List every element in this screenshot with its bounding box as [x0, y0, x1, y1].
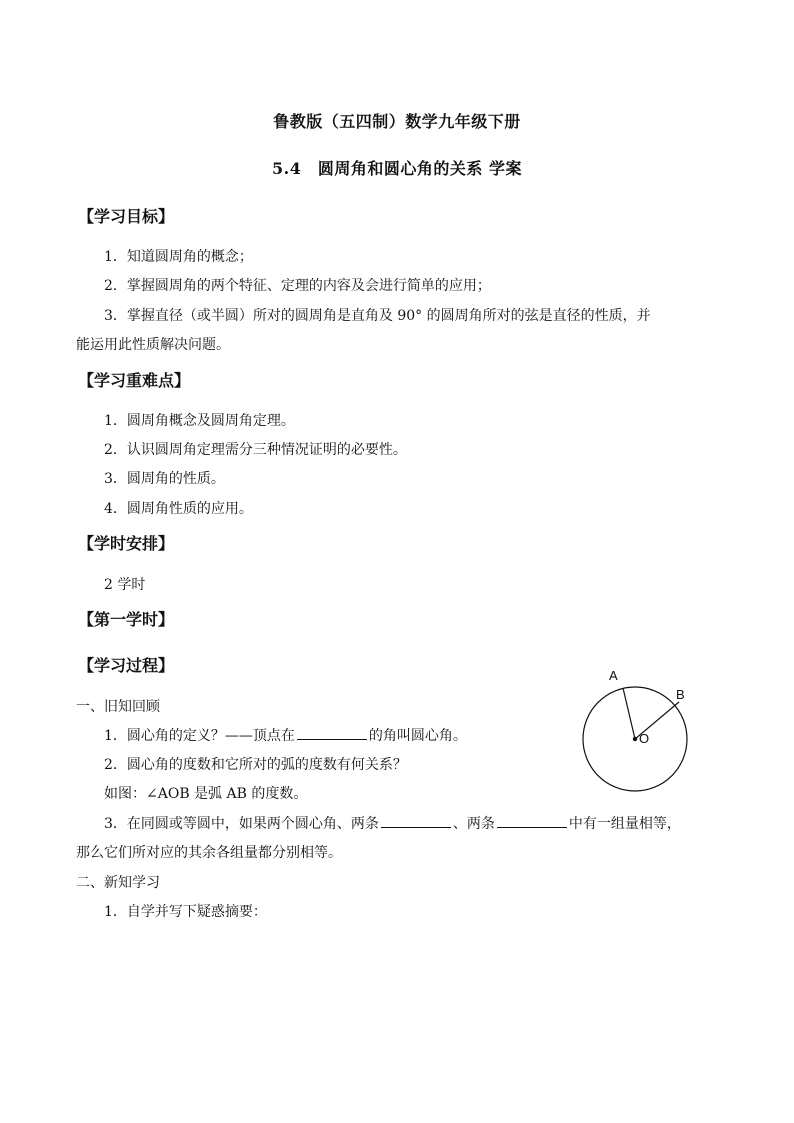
key-point-item: 3．圆周角的性质。: [104, 471, 225, 487]
fill-in-blank[interactable]: [381, 813, 451, 828]
key-points-heading: 【学习重难点】: [78, 371, 191, 390]
review-question-1: [104, 725, 467, 745]
point-o-label: O: [639, 731, 650, 746]
point-b-label: B: [676, 687, 685, 702]
key-point-item: 1．圆周角概念及圆周角定理。: [104, 413, 295, 429]
review-question-3-middle: 、两条: [452, 816, 495, 832]
key-point-item: 4．圆周角性质的应用。: [104, 501, 253, 517]
schedule-heading: 【学时安排】: [78, 534, 175, 553]
review-question-3-continued: 那么它们所对应的其余各组量都分别相等。: [76, 845, 342, 861]
objectives-heading: 【学习目标】: [78, 207, 175, 226]
radius-oa: [623, 688, 635, 739]
document-subtitle: 5.4 圆周角和圆心角的关系 学案: [272, 159, 522, 178]
review-question-1-end: 的角叫圆心角。: [368, 728, 467, 744]
fill-in-blank[interactable]: [297, 725, 367, 740]
process-heading: 【学习过程】: [78, 656, 175, 675]
objective-item-continued: 能运用此性质解决问题。: [76, 337, 230, 353]
review-question-3-end: 中有一组量相等，: [568, 816, 681, 832]
document-title: 鲁教版（五四制）数学九年级下册: [273, 112, 521, 131]
circle-diagram: [578, 662, 696, 792]
objective-item: 2．掌握圆周角的两个特征、定理的内容及会进行简单的应用；: [104, 278, 491, 294]
review-question-2: 2．圆心角的度数和它所对的弧的度数有何关系？: [104, 757, 407, 773]
center-point: [633, 737, 637, 741]
lesson-one-heading: 【第一学时】: [78, 610, 175, 629]
fill-in-blank[interactable]: [497, 813, 567, 828]
objective-item: 1．知道圆周角的概念；: [104, 249, 253, 265]
new-learning-item: 1．自学并写下疑惑摘要：: [104, 904, 267, 920]
schedule-text: 2 学时: [104, 577, 146, 593]
review-question-3: [104, 813, 681, 833]
point-a-label: A: [609, 668, 618, 683]
objective-item: 3．掌握直径（或半圆）所对的圆周角是直角及 90° 的圆周角所对的弦是直径的性质，并: [104, 308, 651, 324]
review-question-3-start: 3．在同圆或等圆中，如果两个圆心角、两条: [104, 816, 379, 832]
review-section-title: 一、旧知回顾: [76, 699, 160, 715]
review-question-2-figure-note: 如图：∠AOB 是弧 AB 的度数。: [104, 786, 308, 802]
new-learning-title: 二、新知学习: [76, 875, 160, 891]
review-question-1-start: 1．圆心角的定义？——顶点在: [104, 728, 295, 744]
key-point-item: 2．认识圆周角定理需分三种情况证明的必要性。: [104, 442, 407, 458]
